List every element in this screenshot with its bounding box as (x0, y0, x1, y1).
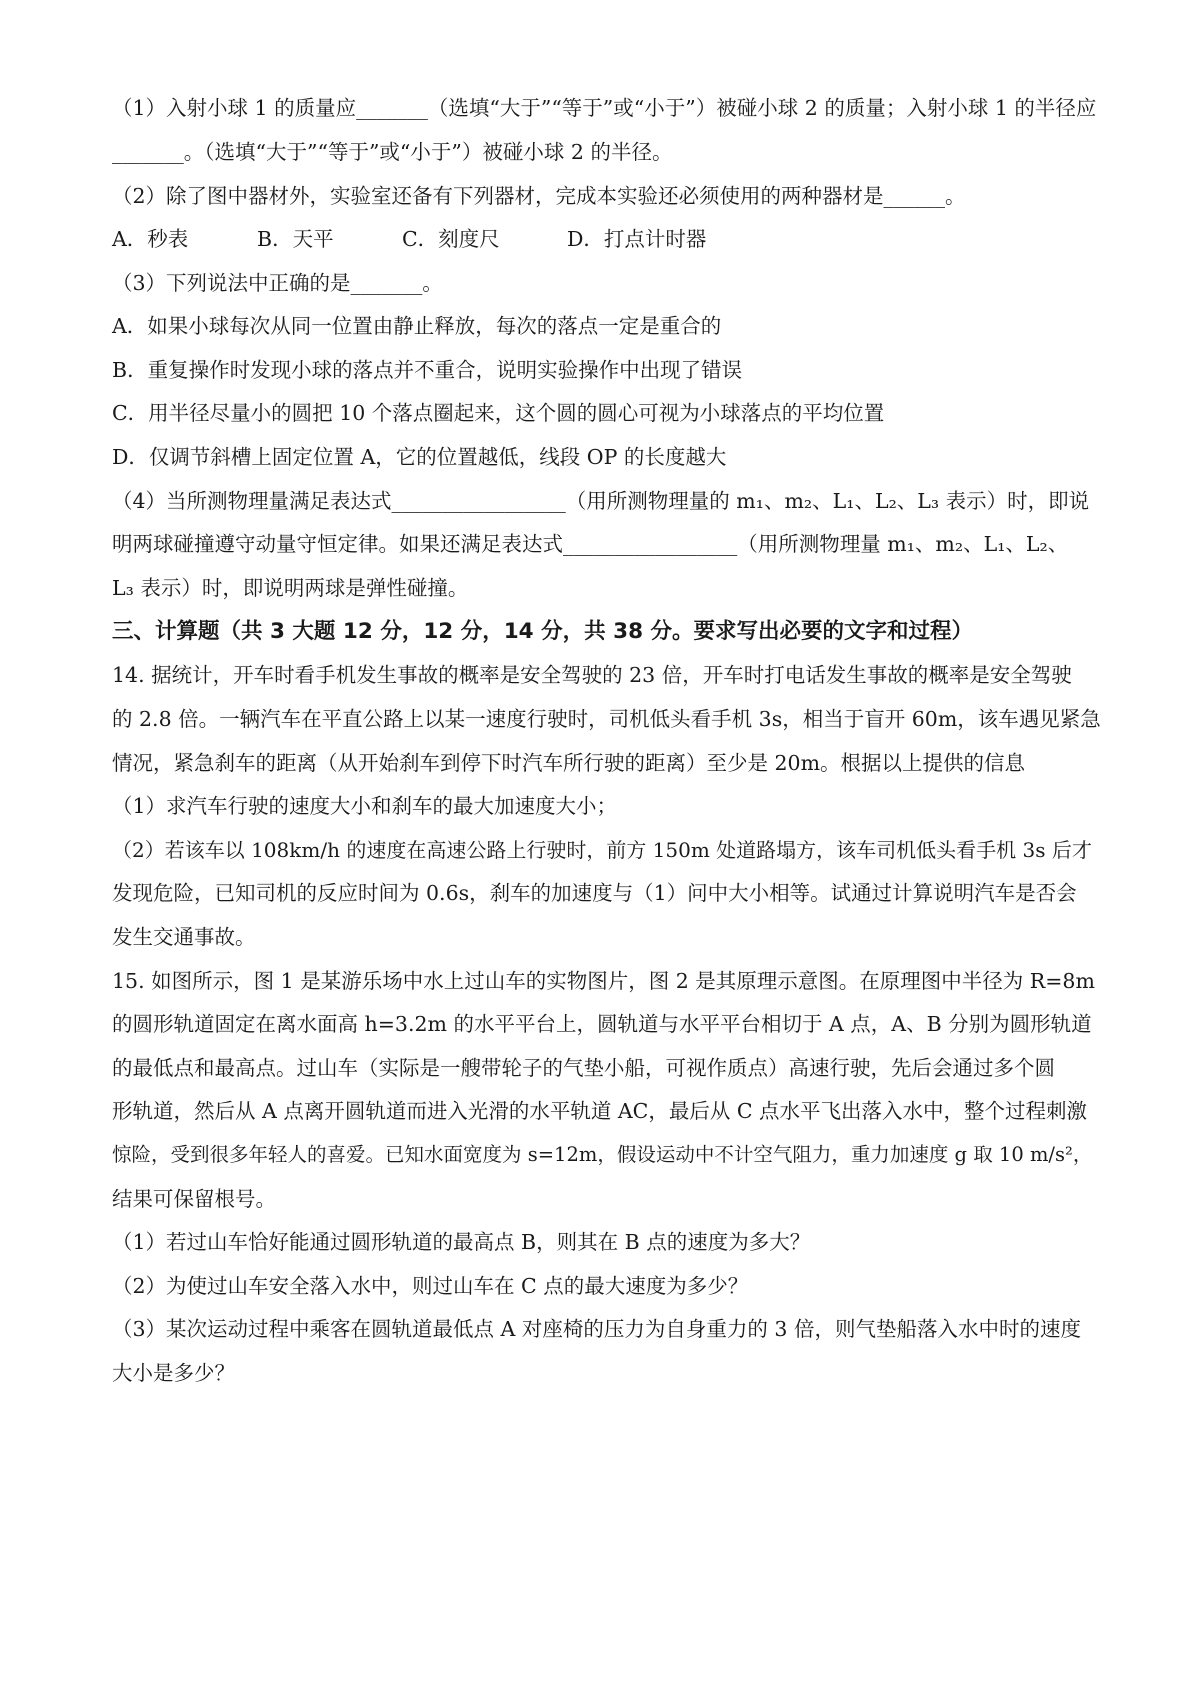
option-a: A．秒表 (112, 227, 189, 251)
option-b: B．天平 (257, 227, 334, 251)
q13-part3: （3）下列说法中正确的是_______。 (112, 271, 443, 295)
q15-line2: 的圆形轨道固定在离水面高 h=3.2m 的水平平台上，圆轨道与水平平台相切于 A 点，A、B 分别为圆形轨道 (112, 1012, 1092, 1036)
q15-part3-line1: （3）某次运动过程中乘客在圆轨道最低点 A 对座椅的压力为自身重力的 3 倍，则气垫船落入水中时的速度 (112, 1317, 1081, 1341)
q15-part1: （1）若过山车恰好能通过圆形轨道的最高点 B，则其在 B 点的速度为多大？ (112, 1230, 811, 1254)
q15-part3-line2: 大小是多少？ (112, 1361, 235, 1385)
q14-part2-line2: 发现危险，已知司机的反应时间为 0.6s，刹车的加速度与（1）问中大小相等。试通过计算说明汽车是否会 (112, 881, 1077, 905)
q15-line6: 结果可保留根号。 (112, 1187, 276, 1211)
q15-part2: （2）为使过山车安全落入水中，则过山车在 C 点的最大速度为多少？ (112, 1274, 749, 1298)
q14-line3: 情况，紧急刹车的距离（从开始刹车到停下时汽车所行驶的距离）至少是 20m。根据以上提供的信息 (112, 751, 1026, 775)
option-d: D．打点计时器 (567, 227, 707, 251)
q13-part2-options (112, 224, 1102, 254)
section-heading: 三、计算题（共 3 大题 12 分，12 分，14 分，共 38 分。要求写出必要的文字和过程） (112, 619, 974, 644)
q13-part3-option-d: D．仅调节斜槽上固定位置 A，它的位置越低，线段 OP 的长度越大 (112, 445, 727, 469)
q15-line3: 的最低点和最高点。过山车（实际是一艘带轮子的气垫小船，可视作质点）高速行驶，先后会通过多个圆 (112, 1056, 1055, 1080)
q14-part2-line3: 发生交通事故。 (112, 925, 256, 949)
q15-line1: 15. 如图所示，图 1 是某游乐场中水上过山车的实物图片，图 2 是其原理示意图。在原理图中半径为 R=8m (112, 969, 1095, 993)
q14-line1: 14. 据统计，开车时看手机发生事故的概率是安全驾驶的 23 倍，开车时打电话发生事故的概率是安全驾驶 (112, 663, 1072, 687)
q13-part3-option-c: C．用半径尽量小的圆把 10 个落点圈起来，这个圆的圆心可视为小球落点的平均位置 (112, 401, 885, 425)
q13-part3-option-a: A．如果小球每次从同一位置由静止释放，每次的落点一定是重合的 (112, 314, 722, 338)
q13-part1-line1: （1）入射小球 1 的质量应_______（选填“大于”“等于”或“小于”）被碰小球 2 的质量；入射小球 1 的半径应 (112, 96, 1097, 120)
q15-line5: 惊险，受到很多年轻人的喜爱。已知水面宽度为 s=12m，假设运动中不计空气阻力，重力加速度 g 取 10 m/s²， (112, 1143, 1093, 1166)
q13-part4-line2: 明两球碰撞遵守动量守恒定律。如果还满足表达式_________________（用所测物理量 m₁、m₂、L₁、L₂、 (112, 532, 1069, 556)
q13-part2: （2）除了图中器材外，实验室还备有下列器材，完成本实验还必须使用的两种器材是______。 (112, 184, 966, 208)
q14-part1: （1）求汽车行驶的速度大小和刹车的最大加速度大小； (112, 794, 618, 818)
q14-line2: 的 2.8 倍。一辆汽车在平直公路上以某一速度行驶时，司机低头看手机 3s，相当于盲开 60m，该车遇见紧急 (112, 707, 1101, 731)
option-c: C．刻度尺 (402, 227, 500, 251)
q13-part3-option-b: B．重复操作时发现小球的落点并不重合，说明实验操作中出现了错误 (112, 358, 743, 382)
q13-part4-line1: （4）当所测物理量满足表达式_________________（用所测物理量的 m₁、m₂、L₁、L₂、L₃ 表示）时，即说 (112, 489, 1090, 513)
q14-part2-line1: （2）若该车以 108km/h 的速度在高速公路上行驶时，前方 150m 处道路塌方，该车司机低头看手机 3s 后才 (112, 838, 1092, 862)
q13-part4-line3: L₃ 表示）时，即说明两球是弹性碰撞。 (112, 576, 469, 600)
q13-part1-line2: _______。（选填“大于”“等于”或“小于”）被碰小球 2 的半径。 (112, 140, 673, 164)
q15-line4: 形轨道，然后从 A 点离开圆轨道而进入光滑的水平轨道 AC，最后从 C 点水平飞出落入水中，整个过程刺激 (112, 1099, 1088, 1123)
